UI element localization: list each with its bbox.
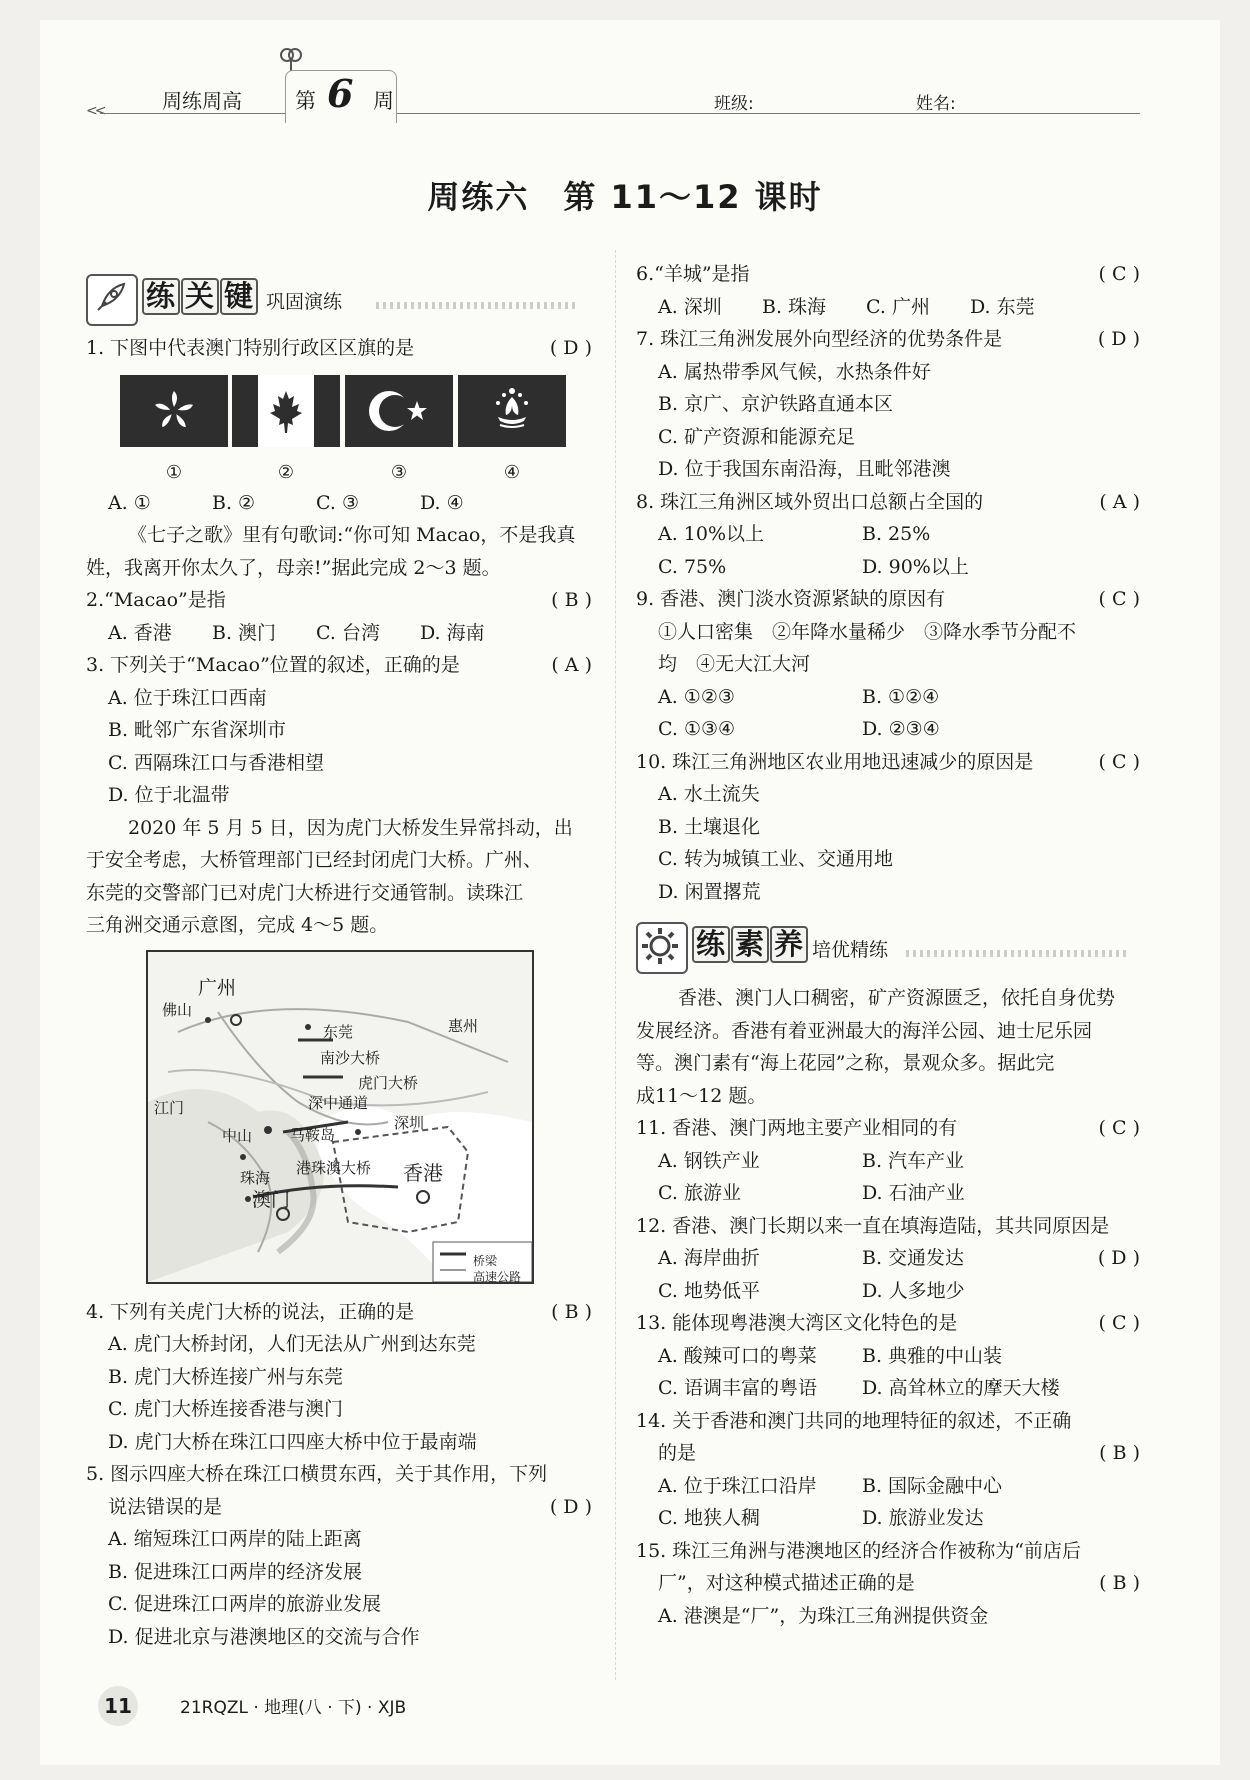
question-line (86, 1458, 592, 1491)
line-text: 的是 (658, 1442, 697, 1464)
answer-option: B. 汽车产业 (862, 1149, 965, 1172)
map-label-guangzhou: 广州 (198, 976, 237, 999)
map-label-nansha: 南沙大桥 (320, 1048, 381, 1067)
line-text: 均 ④无大江大河 (658, 653, 811, 675)
line-text: 三角洲交通示意图，完成 4～5 题。 (86, 914, 389, 936)
map-label-hongkong: 香港 (403, 1160, 443, 1185)
option-line (86, 1556, 592, 1589)
map-label-foshan: 佛山 (162, 1000, 193, 1019)
answer-option: D. 石油产业 (862, 1182, 965, 1204)
answer-mark: ( D ) (1097, 328, 1140, 350)
answer-option: C. ①③④ (658, 718, 736, 740)
answer-option: C. 台湾 (316, 621, 380, 644)
line-text: B. 土壤退化 (658, 815, 761, 838)
line-text: 2.“Macao”是指 (86, 589, 226, 611)
question-line (636, 1080, 1140, 1113)
line-text: 东莞的交警部门已对虎门大桥进行交通管制。读珠江 (86, 881, 524, 904)
flag-label: ④ (503, 461, 521, 483)
option-row (636, 1470, 1140, 1503)
column-divider (615, 250, 616, 1680)
pearl-river-delta-map (146, 950, 534, 1284)
option-line (636, 453, 1140, 486)
answer-mark: ( B ) (551, 1300, 592, 1323)
line-text: 8. 珠江三角洲区域外贸出口总额占全国的 (636, 490, 984, 513)
line-text: 12. 香港、澳门长期以来一直在填海造陆，其共同原因是 (636, 1214, 1110, 1237)
answer-option: C. 地势低平 (658, 1279, 760, 1302)
question-line (636, 583, 1140, 616)
page-title: 周练六 第 11～12 课时 (427, 178, 823, 216)
answer-option: A. 10%以上 (658, 523, 765, 545)
line-text: 香港、澳门人口稠密，矿产资源匮乏，依托自身优势 (678, 987, 1116, 1009)
macao-flag (458, 375, 566, 447)
answer-option: A. ①②③ (658, 685, 735, 708)
option-row (636, 1275, 1140, 1308)
name-field-label: 姓名: (916, 94, 956, 114)
line-text: 14. 关于香港和澳门共同的地理特征的叙述，不正确 (636, 1409, 1072, 1432)
option-line (636, 778, 1140, 811)
option-row (636, 1145, 1140, 1178)
answer-mark: ( C ) (1098, 588, 1140, 610)
option-line (86, 1491, 592, 1524)
option-line (636, 421, 1140, 454)
answer-mark: ( B ) (1099, 1572, 1140, 1594)
series-title: 周练周高 (162, 89, 242, 113)
option-row (636, 1340, 1140, 1373)
week-number: 6 (327, 71, 354, 116)
line-text: 2020 年 5 月 5 日，因为虎门大桥发生异常抖动，出 (128, 816, 573, 839)
map-label-dongguan: 东莞 (323, 1022, 354, 1041)
section-b-rule (906, 950, 1126, 957)
line-text: 6.“羊城”是指 (636, 263, 750, 285)
answer-mark: ( D ) (549, 337, 592, 359)
option-line (86, 1426, 592, 1459)
option-row (636, 291, 1140, 324)
option-line (86, 1523, 592, 1556)
line-text: C. 促进珠江口两岸的旅游业发展 (108, 1593, 381, 1615)
answer-mark: ( B ) (551, 589, 592, 611)
answer-mark: ( A ) (1099, 490, 1140, 513)
answer-option: B. ①②④ (862, 685, 940, 708)
page-number: 11 (98, 1686, 138, 1726)
answer-option: D. 90%以上 (862, 555, 969, 578)
header-rule (100, 113, 1140, 114)
line-text: C. 矿产资源和能源充足 (658, 425, 855, 448)
line-text: 1. 下图中代表澳门特别行政区区旗的是 (86, 337, 415, 359)
section-b-subtitle: 培优精练 (812, 939, 889, 961)
line-text: 5. 图示四座大桥在珠江口横贯东西，关于其作用，下列 (86, 1463, 548, 1485)
line-text: 9. 香港、澳门淡水资源紧缺的原因有 (636, 588, 946, 610)
line-text: 3. 下列关于“Macao”位置的叙述，正确的是 (86, 654, 460, 676)
option-row (636, 1242, 1140, 1275)
option-line (86, 747, 592, 780)
flag-row (120, 375, 570, 455)
question-line (636, 1405, 1140, 1438)
answer-option: D. ④ (420, 491, 464, 514)
question-line (86, 552, 592, 585)
map-label-jiangmen: 江门 (154, 1098, 185, 1117)
answer-option: A. 海岸曲折 (658, 1247, 760, 1269)
option-line (636, 388, 1140, 421)
option-row (636, 713, 1140, 746)
line-text: B. 毗邻广东省深圳市 (108, 719, 287, 741)
option-line (86, 779, 592, 812)
answer-option: C. 旅游业 (658, 1182, 741, 1204)
line-text: A. 缩短珠江口两岸的陆上距离 (108, 1528, 362, 1550)
line-text: 4. 下列有关虎门大桥的说法，正确的是 (86, 1300, 415, 1323)
answer-option: B. 交通发达 (862, 1247, 965, 1269)
line-text: 成11～12 题。 (636, 1084, 767, 1107)
answer-mark: ( C ) (1098, 750, 1140, 773)
answer-option: A. ① (108, 491, 151, 514)
hong-kong-flag (120, 375, 228, 447)
class-field-label: 班级: (714, 94, 754, 114)
option-line (636, 843, 1140, 876)
map-label-shenzhong: 深中通道 (308, 1093, 369, 1112)
map-label-shenzhen: 深圳 (394, 1113, 425, 1132)
answer-option: A. 钢铁产业 (658, 1149, 760, 1172)
question-line (636, 1307, 1140, 1340)
option-row (636, 681, 1140, 714)
question-line (636, 1210, 1140, 1243)
question-line (636, 486, 1140, 519)
section-a-subtitle: 巩固演练 (266, 291, 343, 313)
line-text: D. 虎门大桥在珠江口四座大桥中位于最南端 (108, 1430, 477, 1453)
line-text: 姓，我离开你太久了，母亲!”据此完成 2～3 题。 (86, 556, 501, 579)
answer-option: A. 香港 (108, 621, 172, 644)
line-text: 15. 珠江三角洲与港澳地区的经济合作被称为“前店后 (636, 1539, 1081, 1562)
option-line (636, 1437, 1140, 1470)
question-line (86, 844, 592, 877)
question-line (636, 1112, 1140, 1145)
line-text: 说法错误的是 (108, 1495, 223, 1518)
line-text: D. 促进北京与港澳地区的交流与合作 (108, 1625, 420, 1648)
option-line (636, 876, 1140, 909)
section-a-title: 练 关 键 (142, 278, 259, 315)
line-text: B. 促进珠江口两岸的经济发展 (108, 1560, 363, 1583)
answer-option: B. ② (212, 491, 256, 514)
page-header (86, 65, 1140, 125)
flag-label: ② (277, 461, 295, 483)
option-row (636, 1177, 1140, 1210)
line-text: 7. 珠江三角洲发展外向型经济的优势条件是 (636, 328, 1003, 350)
answer-option: D. ②③④ (862, 718, 940, 740)
option-line (636, 811, 1140, 844)
map-label-gangzhuao: 港珠澳大桥 (296, 1158, 372, 1177)
line-text: A. 水土流失 (658, 783, 760, 805)
map-label-humen: 虎门大桥 (358, 1073, 419, 1092)
question-line (636, 323, 1140, 356)
answer-option: C. 75% (658, 555, 727, 578)
question-line (636, 1535, 1140, 1568)
option-line (636, 648, 1140, 681)
line-text: D. 位于北温带 (108, 784, 230, 806)
option-row (86, 487, 592, 520)
right-column (636, 258, 1140, 1632)
answer-mark: ( C ) (1098, 1117, 1140, 1139)
passage-line (86, 519, 592, 552)
answer-option: C. 广州 (866, 295, 930, 318)
option-line (636, 1600, 1140, 1633)
option-line (86, 714, 592, 747)
question-line (86, 649, 592, 682)
map-legend-bridge: 桥梁 (473, 1253, 498, 1268)
gear-icon (636, 922, 688, 974)
option-row (86, 617, 592, 650)
question-line (636, 1015, 1140, 1048)
answer-mark: ( C ) (1098, 263, 1140, 285)
question-line (86, 909, 592, 942)
map-legend-highway: 高速公路 (473, 1269, 522, 1284)
answer-option: C. 语调丰富的粤语 (658, 1377, 817, 1399)
section-b-header (636, 916, 1140, 976)
option-line (636, 356, 1140, 389)
answer-option: D. 海南 (420, 621, 485, 644)
answer-option: D. 人多地少 (862, 1279, 965, 1302)
answer-option: A. 酸辣可口的粤菜 (658, 1344, 817, 1367)
option-row (636, 518, 1140, 551)
section-b-title: 练 素 养 (692, 926, 809, 963)
section-a-rule (376, 302, 576, 309)
option-row (636, 1502, 1140, 1535)
line-text: 厂”，对这种模式描述正确的是 (658, 1572, 915, 1594)
line-text: C. 西隔珠江口与香港相望 (108, 751, 324, 774)
option-line (636, 1567, 1140, 1600)
option-row (636, 551, 1140, 584)
rocket-icon (86, 274, 138, 326)
answer-option: A. 位于珠江口沿岸 (658, 1474, 817, 1497)
answer-option: B. 澳门 (212, 621, 277, 644)
map-label-huizhou: 惠州 (448, 1016, 479, 1035)
option-line (86, 1328, 592, 1361)
footer-code: 21RQZL · 地理(八 · 下) · XJB (180, 1698, 407, 1718)
answer-option: A. 深圳 (658, 295, 722, 318)
question-line (636, 746, 1140, 779)
answer-option: D. 东莞 (970, 295, 1035, 318)
line-text: 于安全考虑，大桥管理部门已经封闭虎门大桥。广州、 (86, 849, 543, 871)
option-row (636, 1372, 1140, 1405)
answer-option: C. 地狭人稠 (658, 1507, 760, 1529)
arrow-decoration-icon: << (86, 103, 104, 119)
map-label-zhongshan: 中山 (222, 1126, 253, 1145)
option-line (86, 682, 592, 715)
question-line (636, 258, 1140, 291)
turkey-flag (345, 375, 453, 447)
line-text: B. 虎门大桥连接广州与东莞 (108, 1365, 344, 1388)
answer-option: C. ③ (316, 491, 359, 514)
left-column (86, 268, 592, 1653)
map-label-zhuhai: 珠海 (240, 1168, 271, 1187)
answer-option: B. 25% (862, 523, 931, 545)
line-text: D. 位于我国东南沿海，且毗邻港澳 (658, 458, 951, 480)
answer-mark: ( D ) (549, 1495, 592, 1518)
option-line (86, 1393, 592, 1426)
flag-label: ③ (390, 461, 408, 483)
answer-option: B. 典雅的中山装 (862, 1344, 1003, 1367)
flag-labels (120, 457, 570, 487)
map-label-macao: 澳门 (252, 1188, 291, 1211)
passage-line (636, 982, 1140, 1015)
week-prefix: 第 (295, 89, 316, 113)
line-text: 11. 香港、澳门两地主要产业相同的有 (636, 1117, 958, 1139)
line-text: A. 港澳是“厂”，为珠江三角洲提供资金 (658, 1604, 989, 1627)
answer-option: B. 国际金融中心 (862, 1474, 1003, 1497)
line-text: A. 属热带季风气候，水热条件好 (658, 360, 931, 383)
question-line (86, 584, 592, 617)
answer-mark: ( C ) (1098, 1312, 1140, 1334)
line-text: B. 京广、京沪铁路直通本区 (658, 393, 894, 415)
canada-flag (232, 375, 340, 447)
section-a-header (86, 268, 592, 328)
option-line (86, 1621, 592, 1654)
map-label-maan: 马鞍岛 (290, 1125, 336, 1144)
line-text: 10. 珠江三角洲地区农业用地迅速减少的原因是 (636, 750, 1034, 773)
answer-mark: ( B ) (1099, 1442, 1140, 1464)
line-text: 13. 能体现粤港澳大湾区文化特色的是 (636, 1312, 958, 1334)
line-text: D. 闲置撂荒 (658, 880, 761, 903)
answer-mark: ( A ) (551, 654, 592, 676)
line-text: A. 虎门大桥封闭，人们无法从广州到达东莞 (108, 1333, 476, 1355)
answer-option: D. 旅游业发达 (862, 1507, 984, 1529)
option-line (86, 1588, 592, 1621)
question-line (86, 332, 592, 365)
answer-option: D. 高耸林立的摩天大楼 (862, 1377, 1060, 1399)
line-text: C. 转为城镇工业、交通用地 (658, 848, 893, 870)
option-line (86, 1361, 592, 1394)
line-text: A. 位于珠江口西南 (108, 686, 267, 709)
passage-line (86, 812, 592, 845)
answer-mark: ( D ) (1097, 1247, 1140, 1269)
line-text: ①人口密集 ②年降水量稀少 ③降水季节分配不 (658, 620, 1077, 643)
question-line (86, 877, 592, 910)
week-suffix: 周 (373, 89, 394, 113)
line-text: C. 虎门大桥连接香港与澳门 (108, 1398, 343, 1420)
answer-option: B. 珠海 (762, 295, 827, 318)
line-text: 《七子之歌》里有句歌词:“你可知 Macao，不是我真 (128, 524, 576, 546)
flag-label: ① (165, 461, 183, 483)
option-line (636, 616, 1140, 649)
line-text: 等。澳门素有“海上花园”之称，景观众多。据此完 (636, 1052, 1055, 1074)
question-line (86, 1296, 592, 1329)
line-text: 发展经济。香港有着亚洲最大的海洋公园、迪士尼乐园 (636, 1019, 1093, 1042)
question-line (636, 1047, 1140, 1080)
